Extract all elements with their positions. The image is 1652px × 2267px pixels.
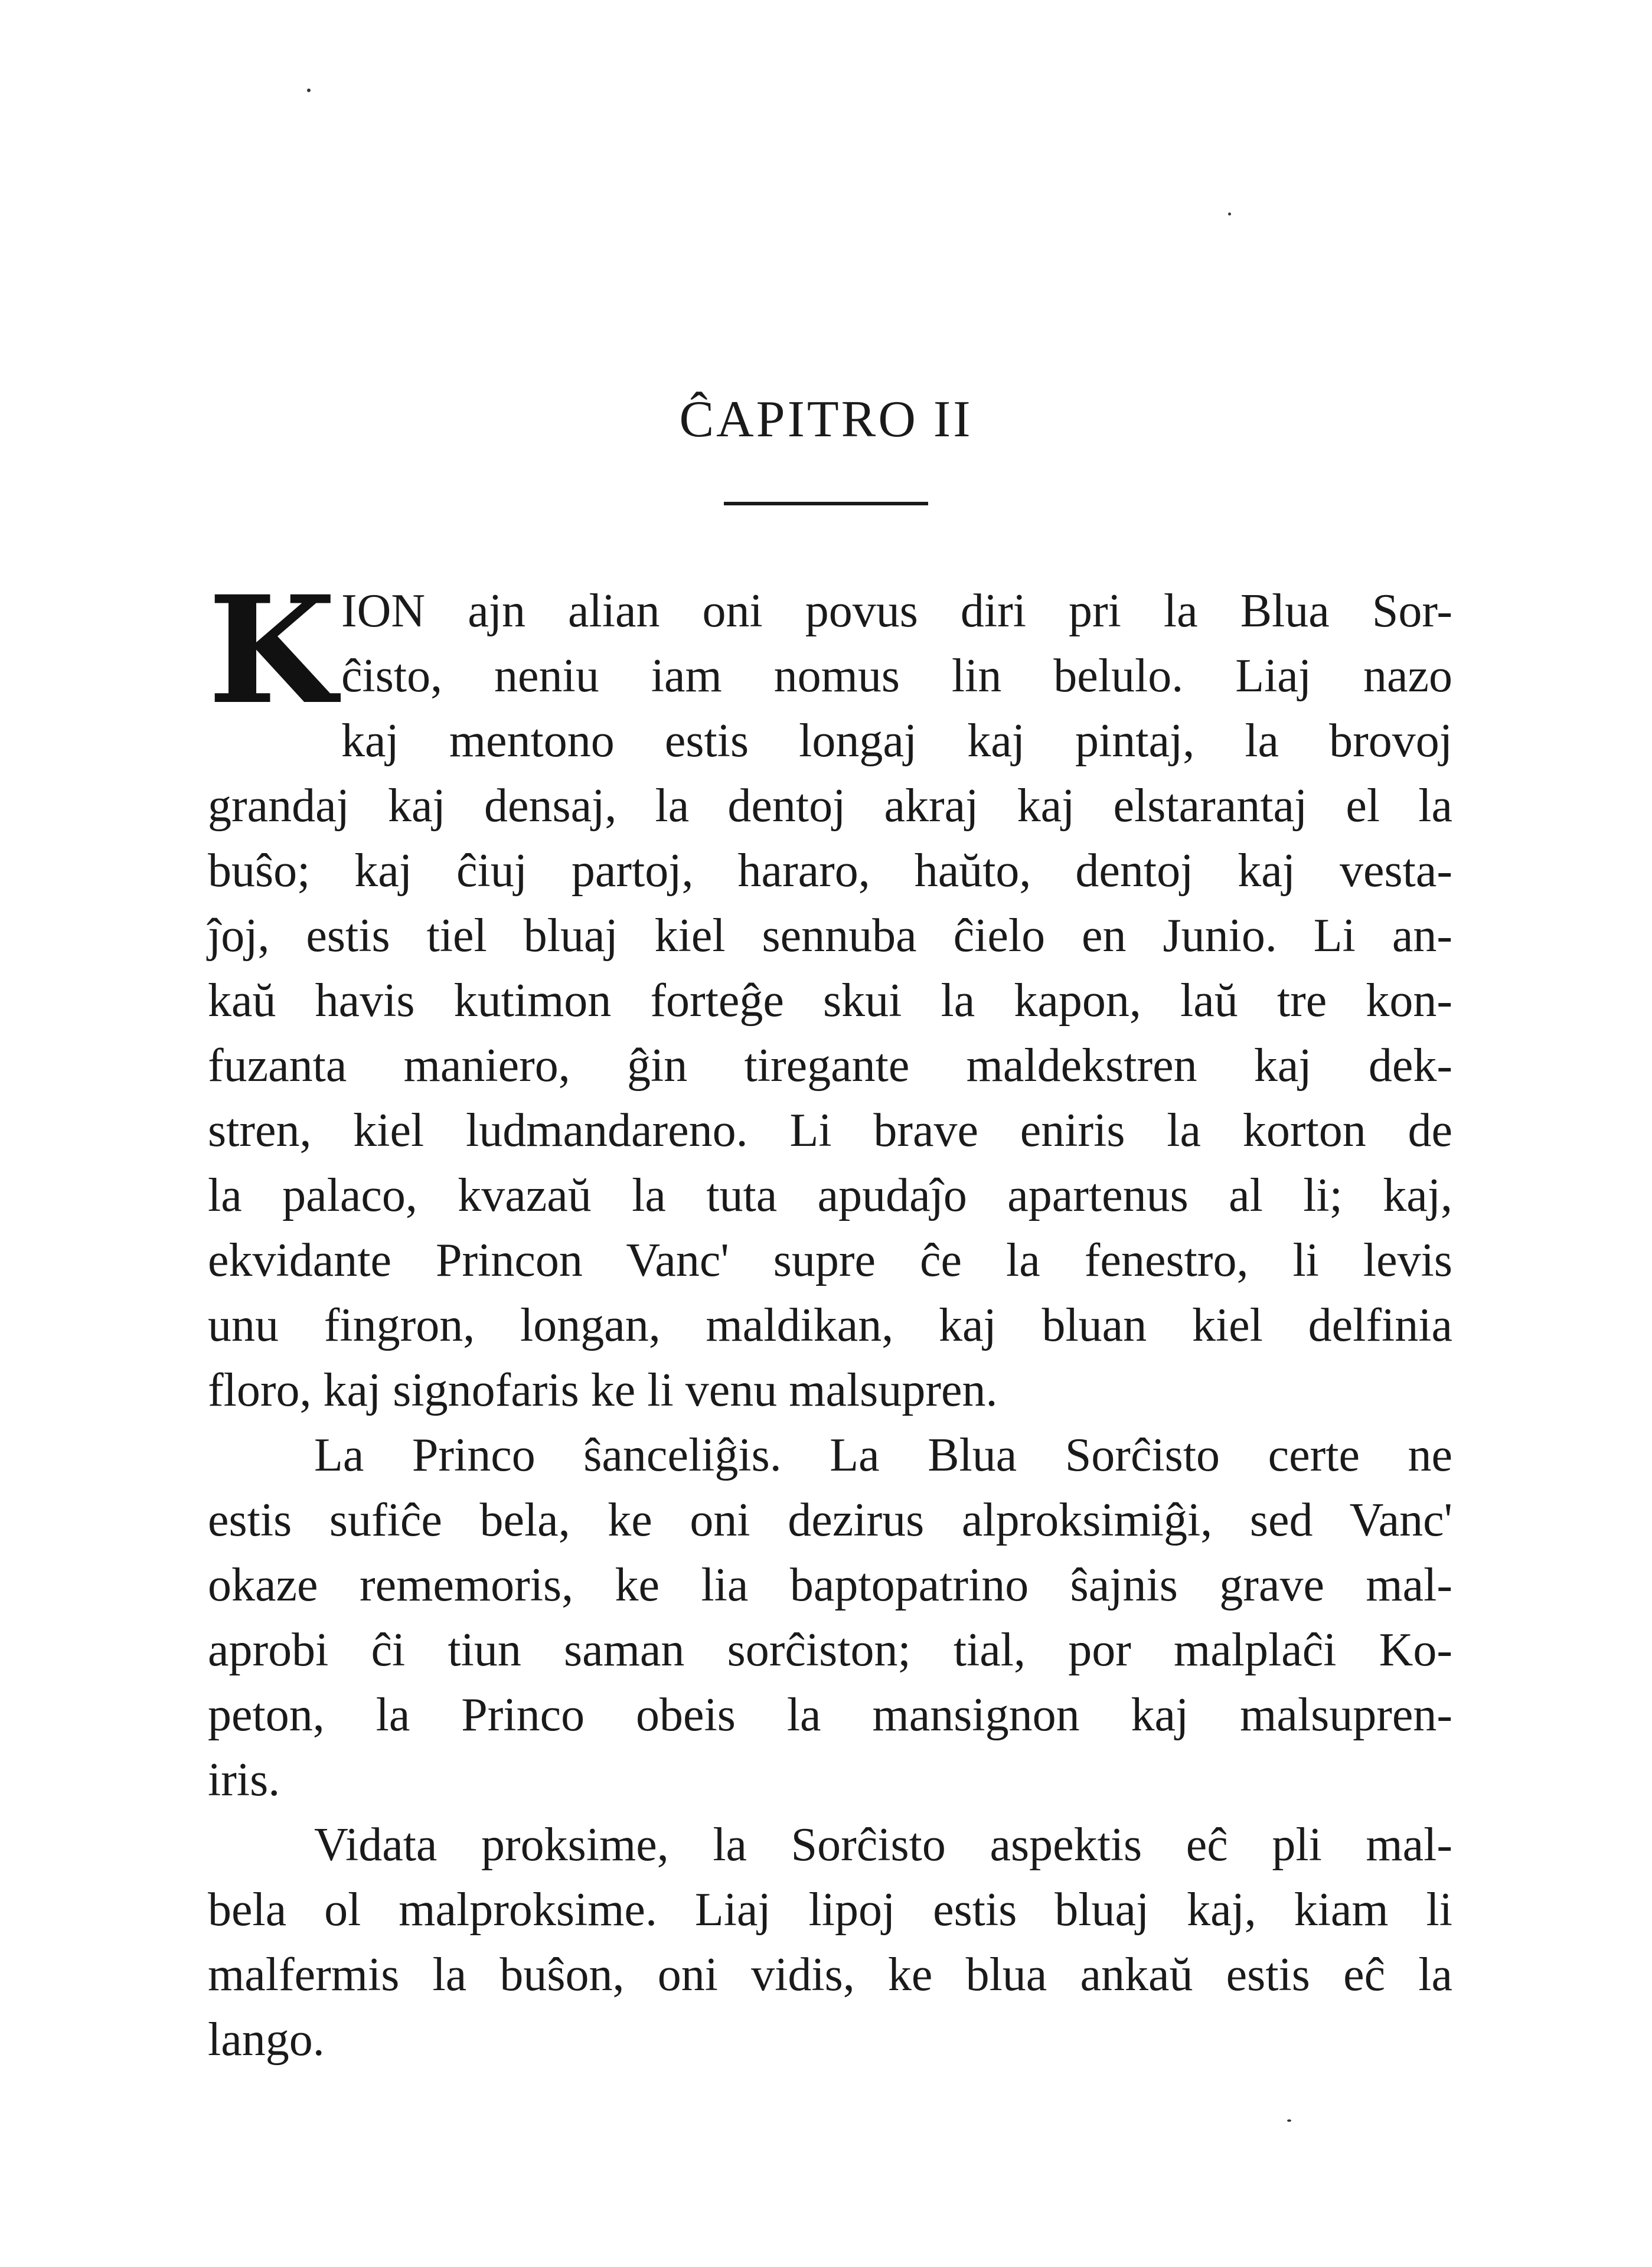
paragraph-3	[208, 1812, 1452, 2072]
text-line: stren, kiel ludmandareno. Li brave eniris la korton de	[208, 1105, 1452, 1157]
text-line: ĉisto, neniu iam nomus lin belulo. Liaj nazo	[341, 650, 1452, 702]
scan-speck	[307, 89, 311, 92]
text-line: estis sufiĉe bela, ke oni dezirus alproksimiĝi, sed Vanc'	[208, 1494, 1452, 1546]
text-line: kaj mentono estis longaj kaj pintaj, la brovoj	[341, 715, 1452, 767]
text-line: bela ol malproksime. Liaj lipoj estis bluaj kaj, kiam li	[208, 1884, 1452, 1936]
text-line: okaze rememoris, ke lia baptopatrino ŝajnis grave mal-	[208, 1559, 1452, 1611]
text-line: ekvidante Princon Vanc' supre ĉe la fenestro, li levis	[208, 1234, 1452, 1286]
text-line: grandaj kaj densaj, la dentoj akraj kaj elstarantaj el la	[208, 780, 1452, 832]
text-line: unu fingron, longan, maldikan, kaj bluan kiel delfinia	[208, 1299, 1452, 1351]
scan-speck	[1287, 2119, 1291, 2122]
chapter-title: ĈAPITRO II	[679, 391, 973, 448]
scan-speck	[1228, 213, 1231, 215]
text-line: la palaco, kvazaŭ la tuta apudaĵo apartenus al li; kaj,	[208, 1170, 1452, 1221]
text-line: buŝo; kaj ĉiuj partoj, hararo, haŭto, dentoj kaj vesta-	[208, 845, 1452, 897]
text-line: La Princo ŝanceliĝis. La Blua Sorĉisto certe ne	[314, 1429, 1452, 1481]
text-line: iris.	[208, 1754, 280, 1806]
title-divider	[724, 502, 928, 505]
chapter-body	[208, 563, 1452, 2072]
text-line: malfermis la buŝon, oni vidis, ke blua ankaŭ estis eĉ la	[208, 1949, 1452, 2001]
text-line: aprobi ĉi tiun saman sorĉiston; tial, por malplaĉi Ko-	[208, 1624, 1452, 1676]
paragraph-1	[208, 563, 1452, 1423]
text-line: lango.	[208, 2014, 325, 2066]
text-line: ĵoj, estis tiel bluaj kiel sennuba ĉielo en Junio. Li an-	[208, 910, 1452, 962]
paragraph-2	[208, 1423, 1452, 1812]
text-line: peton, la Princo obeis la mansignon kaj malsupren-	[208, 1689, 1452, 1741]
text-line: floro, kaj signofaris ke li venu malsupren.	[208, 1364, 998, 1416]
drop-cap-letter: K	[208, 563, 337, 737]
text-line: fuzanta maniero, ĝin tiregante maldekstren kaj dek-	[208, 1040, 1452, 1092]
text-line: Vidata proksime, la Sorĉisto aspektis eĉ pli mal-	[314, 1819, 1452, 1871]
text-line: ION ajn alian oni povus diri pri la Blua Sor-	[341, 585, 1452, 637]
text-line: kaŭ havis kutimon forteĝe skui la kapon, laŭ tre kon-	[208, 975, 1452, 1027]
